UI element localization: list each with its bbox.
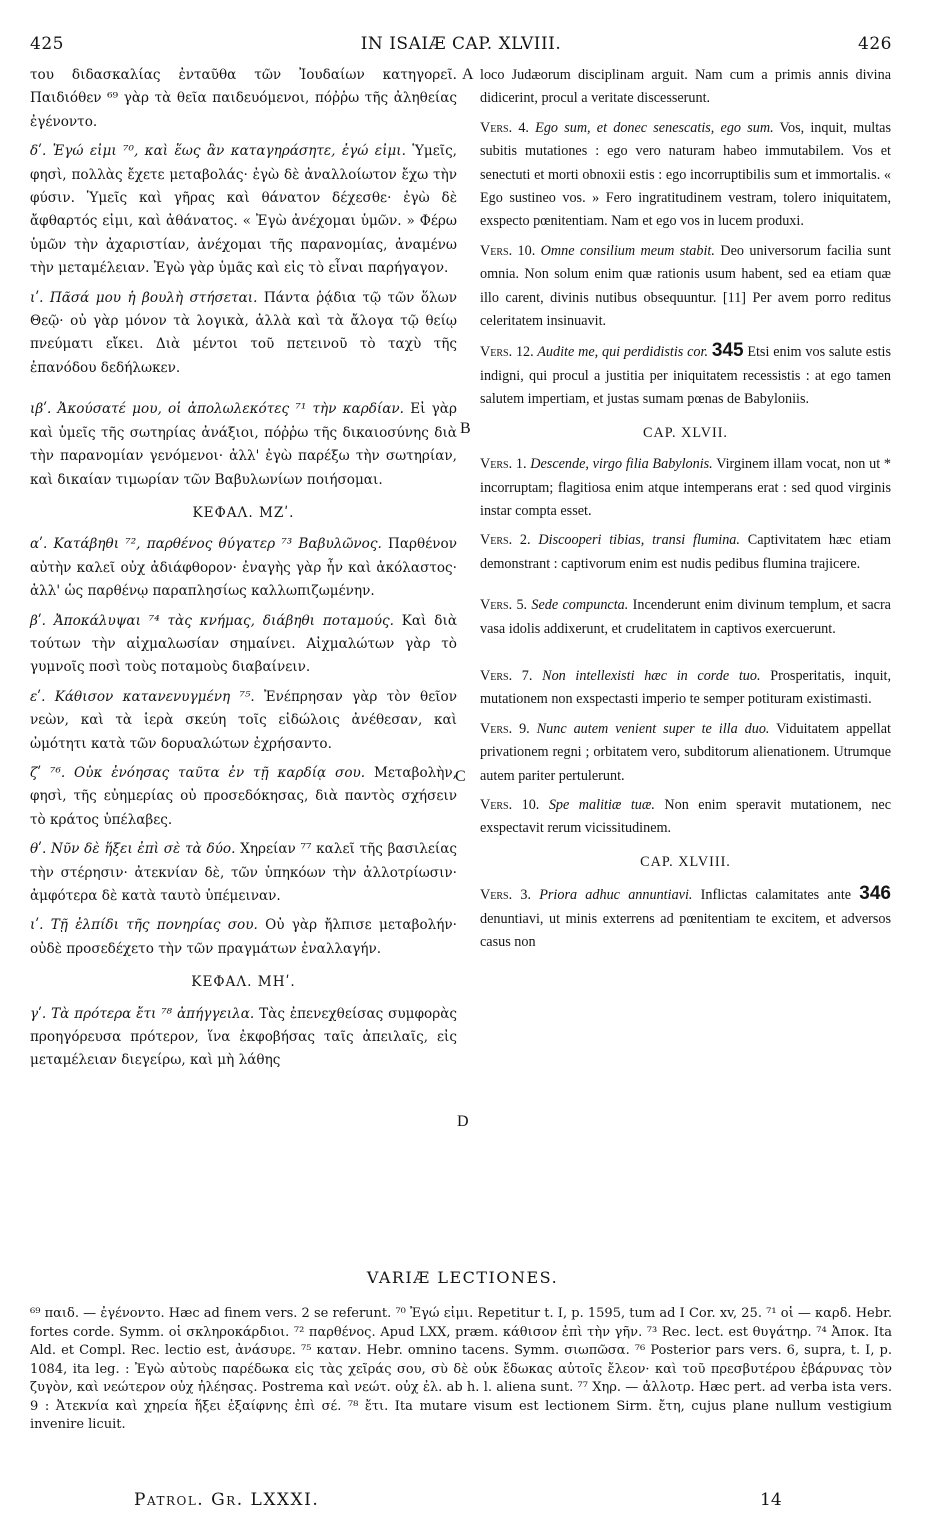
latin-lemma: Spe malitiæ tuæ. — [539, 796, 655, 813]
greek-paragraph — [30, 533, 457, 603]
latin-commentary: Vos, inquit, multas subitis mutationes : ego vero naturam habeo immutabilem. Vos et senectuti et morti obnoxii estis : ego incorruptibilis sum et immortalis. « Ego sustineo vos. » Fero ingratitudinem vestram, tolero iniquitatem, exspecto pœnitentiam. Nam et ego vos in lucem produxi. — [480, 119, 891, 230]
greek-paragraph — [30, 838, 457, 908]
greek-commentary: Ὑμεῖς, φησὶ, πολλὰς ἔχετε μεταβολάς· ἐγὼ δὲ ἀναλλοίωτον ἔχω τὴν φύσιν. Ὑμεῖς καὶ γῆρας καὶ θάνατον δέχεσθε· ἐγὼ δὲ ἄφθαρτός εἰμι, καὶ ἀθάνατος. « Ἐγὼ ἀνέχομαι ὑμῶν. » Φέρω ὑμῶν τὴν ἀχαριστίαν, ἀνέχομαι τῆς παρανομίας, ἀναμένω τὴν μεταμέλειαν. Ἐγὼ γὰρ ὑμᾶς καὶ εἰς τὸ εἶναι παρήγαγον. — [30, 143, 458, 277]
latin-commentary: Etsi enim vos salute estis indigni, qui procul a justitia per iniquitatem recessistis : at ego tamen salutem impertiam, et justas sumam pœnas de Babyloniis. — [480, 344, 892, 408]
latin-lemma: Priora adhuc annuntiavi. — [531, 887, 693, 904]
latin-lemma: Omne consilium meum stabit. — [535, 242, 715, 259]
latin-paragraph — [480, 718, 891, 788]
latin-lemma: Ego sum, et donec senescatis, ego sum. — [528, 119, 774, 136]
latin-commentary: Incenderunt enim divinum templum, et sacra vasa idolis addixerunt, et crudelitatem in captivos exercuerunt. — [480, 597, 891, 637]
latin-commentary: Prosperitatis, inquit, mutationem non exspectasti imperio te semper potituram existimasti. — [480, 667, 892, 708]
greek-paragraph — [30, 686, 457, 756]
greek-paragraph — [30, 610, 457, 680]
page-number-right: 426 — [858, 34, 892, 54]
greek-lemma: εʹ. Κάθισον κατανενυγμένη ⁷⁵. — [30, 688, 255, 705]
greek-commentary: Χηρείαν ⁷⁷ καλεῖ τῆς βασιλείας τὴν στέρησιν· ἀτεκνίαν δὲ, τῶν ὑπηκόων τὴν ἀλλοτρίωσιν· ἀμφότερα δὲ κατὰ ταυτὸ ὑπέμειναν. — [30, 841, 457, 904]
latin-lemma: Audite me, qui perdidistis cor. — [533, 344, 708, 361]
margin-letter-c: C — [455, 768, 466, 785]
latin-commentary: denuntiavi, ut minis exterrens ad pœnitentiam te excitem, et adversos casus non — [480, 910, 891, 950]
greek-commentary: Πάντα ῥᾴδια τῷ τῶν ὅλων Θεῷ· οὐ γὰρ μόνον τὰ λογικὰ, ἀλλὰ καὶ τὰ ἄλογα τῷ θείῳ πνεύματι εἴκει. Διὰ μέντοι τοῦ πετεινοῦ τὸ ταχὺ τῆς ἐπανόδου δεδήλωκεν. — [30, 289, 457, 376]
margin-letter-b: B — [460, 420, 471, 437]
chapter-heading: ΚΕΦΑΛ. ΜΖʹ. — [192, 504, 295, 521]
greek-paragraph — [30, 1003, 457, 1073]
greek-lemma: βʹ. Ἀποκάλυψαι ⁷⁴ τὰς κνήμας, διάβηθι ποταμούς. — [30, 612, 394, 629]
greek-paragraph — [30, 762, 457, 832]
greek-commentary: Μεταβολὴν, φησὶ, τῆς εὐημερίας οὐ προσεδόκησας, διὰ παντὸς σχήσειν τὸ κράτος ὑπέλαβες. — [30, 764, 458, 828]
verse-label: Vers. 2. — [480, 532, 531, 549]
signature-number: 14 — [760, 1490, 782, 1510]
verse-label: Vers. 5. — [480, 597, 528, 614]
running-title: IN ISAIÆ CAP. XLVIII. — [360, 34, 562, 54]
verse-label: Vers. 10. — [480, 796, 540, 813]
latin-paragraph — [480, 453, 891, 523]
variae-lectiones-notes: ⁶⁹ παιδ. — ἐγένοντο. Hæc ad finem vers. 2 se referunt. ⁷⁰ Ἐγώ εἰμι. Repetitur t. I, p. 1595, tum ad I Cor. xv, 25. ⁷¹ οἱ — καρδ. Hebr. fortes corde. Symm. οἱ σκληροκάρδιοι. ⁷² παρθένος. Apud LXX, præm. κάθισον ἐπὶ τὴν γῆν. ⁷³ Rec. lect. est θυγάτηρ. ⁷⁴ Ἀποκ. Ita Ald. et Compl. Rec. lectio est, ἀνάσυρε. ⁷⁵ καταν. Hebr. omnino tacens. Symm. σιωπῶσα. ⁷⁶ Posterior pars vers. 6, supra, t. I, p. 1084, ita leg. : Ἐγὼ αὐτοὺς παρέδωκα εἰς τὰς χεῖράς σου, σὺ δὲ οὐκ ἔδωκας αὐτοῖς ἔλεον· καὶ τοῦ πρεσβυτέρου ἐβάρυνας τὸν ζυγὸν, καὶ νεώτερον οὐχ ἠλέησας. Postrema καὶ νεώτ. οὐχ ἐλ. ab h. l. aliena sunt. ⁷⁷ Χηρ. — ἀλλοτρ. Hæc pert. ad verba ista vers. 9 : Ἀτεκνία καὶ χηρεία ἥξει ἐξαίφνης ἐπὶ σέ. ⁷⁸ ἔτι. Ita mutare visum est lectionem Sirm. ἔτη, cujus plane nullum vestigium invenire licuit. — [30, 1306, 892, 1432]
greek-paragraph — [30, 140, 457, 280]
verse-label: Vers. 1. — [480, 456, 527, 473]
latin-paragraph — [480, 529, 891, 576]
latin-commentary: Inflictas calamitates ante — [692, 887, 860, 904]
chapter-heading: CAP. XLVIII. — [640, 853, 731, 870]
verse-label: Vers. 4. — [480, 119, 529, 136]
latin-lemma: Non intellexisti hæc in corde tuo. — [532, 667, 761, 684]
latin-commentary: Captivitatem hæc etiam demonstrant : captivorum enim est nudis pedibus flumina trajicere. — [480, 532, 891, 572]
verse-label: Vers. 10. — [480, 242, 536, 259]
latin-lemma: Sede compuncta. — [527, 597, 629, 614]
variae-lectiones-heading: VARIÆ LECTIONES. — [366, 1268, 559, 1287]
latin-lemma: Discooperi tibias, transi flumina. — [530, 532, 740, 549]
original-page-number: 346 — [859, 883, 891, 905]
greek-commentary: Τὰς ἐπενεχθείσας συμφορὰς προηγόρευσα πρότερον, ἵνα ἐκφοβήσας ταῖς ἀπειλαῖς, εἰς μεταμέλειαν διεγείρω, καὶ μὴ λάθης — [30, 1005, 457, 1069]
greek-lemma: δʹ. Ἐγώ εἰμι ⁷⁰, καὶ ἕως ἂν καταγηράσητε, ἐγώ εἰμι. — [30, 143, 406, 160]
latin-paragraph — [480, 594, 891, 641]
chapter-heading: CAP. XLVII. — [643, 424, 728, 441]
latin-column — [480, 64, 891, 960]
margin-letter-a: A — [462, 66, 474, 83]
greek-paragraph — [30, 914, 457, 961]
greek-commentary: Παρθένον αὐτὴν καλεῖ οὐχ ἀδιάφθορον· ἐναγὴς γὰρ ἦν καὶ ἀκόλαστος· ἀλλ' ὡς παρθένῳ παραπλησίως καλλωπιζωμένην. — [30, 536, 457, 600]
greek-commentary: Οὐ γὰρ ἤλπισε μεταβολήν· οὐδὲ προσεδέχετο τὴν τῶν πραγμάτων ἐναλλαγήν. — [30, 917, 457, 957]
greek-lemma: ζʹ ⁷⁶. Οὐκ ἐνόησας ταῦτα ἐν τῇ καρδίᾳ σου. — [30, 764, 366, 781]
latin-paragraph — [480, 882, 891, 954]
latin-paragraph — [480, 794, 891, 841]
greek-lemma: γʹ. Τὰ πρότερα ἔτι ⁷⁸ ἀπήγγειλα. — [30, 1005, 255, 1022]
greek-paragraph: του διδασκαλίας ἐνταῦθα τῶν Ἰουδαίων κατηγορεῖ. Παιδιόθεν ⁶⁹ γὰρ τὰ θεῖα παιδευόμενοι, πόῤῥω τῆς ἀληθείας ἐγένοντο. — [30, 67, 457, 130]
latin-commentary: Non enim speravit mutationem, nec exspectavit rerum vicissitudinem. — [480, 796, 892, 837]
latin-paragraph — [480, 665, 891, 712]
chapter-heading: ΚΕΦΑΛ. ΜΗʹ. — [191, 974, 296, 991]
greek-lemma: ιʹ. Τῇ ἐλπίδι τῆς πονηρίας σου. — [30, 917, 258, 934]
greek-lemma: αʹ. Κατάβηθι ⁷², παρθένος θύγατερ ⁷³ Βαβυλῶνος. — [30, 536, 382, 553]
verse-label: Vers. 7. — [480, 667, 533, 684]
latin-commentary: Virginem illam vocat, non ut * incorruptam; flagitiosa enim atque intemperans erat : sed quod virginis instar compta esset. — [480, 456, 891, 519]
verse-label: Vers. 12. — [480, 344, 534, 361]
greek-paragraph — [30, 287, 457, 381]
page-number-left: 425 — [30, 34, 64, 54]
latin-paragraph — [480, 339, 891, 411]
latin-lemma: Descende, virgo filia Babylonis. — [526, 456, 713, 473]
patrologia-footer: Patrol. Gr. LXXXI. — [134, 1490, 320, 1510]
greek-lemma: ιʹ. Πᾶσά μου ἡ βουλὴ στήσεται. — [30, 289, 258, 306]
greek-commentary: Καὶ διὰ τούτων τὴν αἰχμαλωσίαν σημαίνει. Αἰχμαλώτων γὰρ τὸ γυμνοῖς ποσὶ τοὺς ποταμοὺς διαβαίνειν. — [30, 612, 457, 676]
verse-label: Vers. 3. — [480, 887, 532, 904]
latin-paragraph — [480, 240, 891, 334]
latin-lemma: Nunc autem venient super te illa duo. — [529, 720, 770, 737]
running-header — [30, 34, 892, 56]
original-page-number: 345 — [711, 340, 744, 362]
greek-column — [30, 64, 457, 1079]
latin-paragraph — [480, 117, 891, 234]
greek-lemma: θʹ. Νῦν δὲ ἥξει ἐπὶ σὲ τὰ δύο. — [30, 841, 236, 858]
greek-lemma: ιβʹ. Ἀκούσατέ μου, οἱ ἀπολωλεκότες ⁷¹ τὴν καρδίαν. — [30, 401, 404, 418]
greek-paragraph — [30, 398, 457, 492]
latin-commentary: Viduitatem appellat privationem regni ; orbitatem vero, subditorum alienationem. Utrumque autem pariter pertulerunt. — [480, 720, 891, 784]
margin-letter-d: D — [457, 1113, 469, 1130]
greek-commentary: Εἰ γὰρ καὶ ὑμεῖς τῆς σωτηρίας ἀνάξιοι, πόῤῥω τῆς δικαιοσύνης διὰ τὴν παρανομίαν γενόμενοι· ἀλλ' ἐγὼ παρέξω τὴν σωτηρίαν, καὶ δικαίαν τιμωρίαν τῶν Βαβυλωνίων ποιήσομαι. — [30, 401, 457, 488]
latin-paragraph: loco Judæorum disciplinam arguit. Nam cum a primis annis divina didicerint, procul a veritate discesserunt. — [480, 67, 891, 107]
verse-label: Vers. 9. — [480, 720, 530, 737]
latin-commentary: Deo universorum facilia sunt omnia. Non solum enim quæ rationis usum habent, sed ea etiam quæ illo carent, divinis nutibus obsequuntur. [11] Per avem porro reditus celeritatem insinuavit. — [480, 242, 891, 330]
greek-commentary: Ἐνέπρησαν γὰρ τὸν θεῖον νεὼν, καὶ τὰ ἱερὰ σκεύη τοῖς εἰδώλοις ἀνέθεσαν, καὶ ὠμότητι κατὰ τῶν δορυαλώτων ἐχρήσαντο. — [30, 688, 458, 752]
